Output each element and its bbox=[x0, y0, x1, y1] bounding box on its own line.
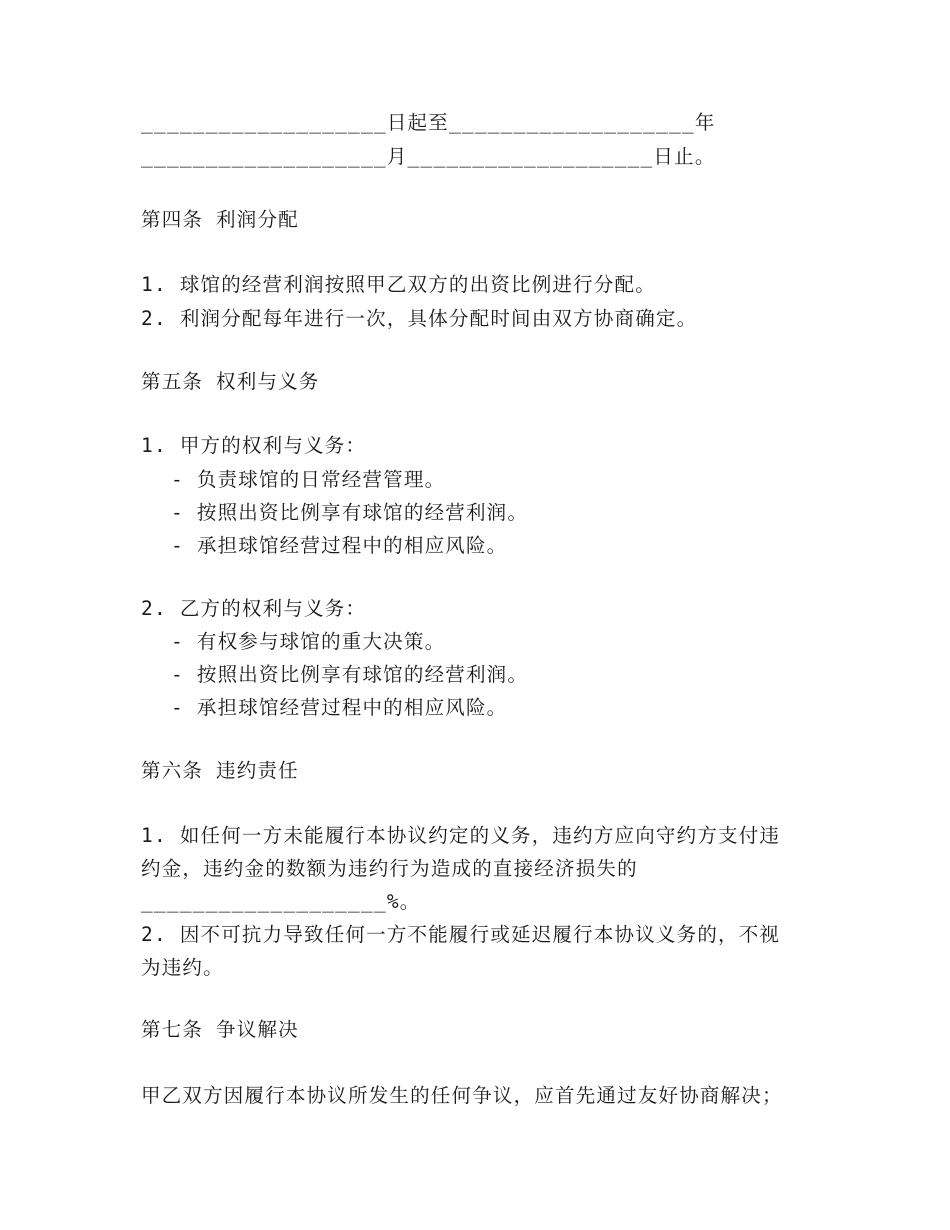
article-7-line-1: 甲乙双方因履行本协议所发生的任何争议，应首先通过友好协商解决； bbox=[141, 1084, 783, 1107]
party-b-title: 2. 乙方的权利与义务： bbox=[141, 597, 367, 620]
party-a-point-3: - 承担球馆经营过程中的相应风险。 bbox=[171, 534, 508, 557]
article-6-line-2: 约金，违约金的数额为违约行为造成的直接经济损失的 bbox=[141, 857, 638, 880]
party-a-title: 1. 甲方的权利与义务： bbox=[141, 434, 367, 457]
article-6-line-3: ___________________%。 bbox=[141, 890, 421, 913]
article-4-item-1: 1. 球馆的经营利润按照甲乙双方的出资比例进行分配。 bbox=[141, 273, 656, 296]
party-b-point-3: - 承担球馆经营过程中的相应风险。 bbox=[171, 696, 508, 719]
party-a-point-2: - 按照出资比例享有球馆的经营利润。 bbox=[171, 501, 529, 524]
term-line-1: ___________________日起至___________________年 bbox=[141, 111, 716, 134]
party-b-point-2: - 按照出资比例享有球馆的经营利润。 bbox=[171, 663, 529, 686]
article-7-heading: 第七条 争议解决 bbox=[141, 1018, 299, 1041]
article-6-line-5: 为违约。 bbox=[141, 956, 224, 979]
article-6-line-1: 1. 如任何一方未能履行本协议约定的义务，违约方应向守约方支付违 bbox=[141, 824, 781, 847]
party-b-point-1: - 有权参与球馆的重大决策。 bbox=[171, 630, 446, 653]
party-a-point-1: - 负责球馆的日常经营管理。 bbox=[171, 468, 446, 491]
article-6-line-4: 2. 因不可抗力导致任何一方不能履行或延迟履行本协议义务的，不视 bbox=[141, 923, 781, 946]
term-line-2: ___________________月___________________日止。 bbox=[141, 145, 716, 168]
article-4-item-2: 2. 利润分配每年进行一次，具体分配时间由双方协商确定。 bbox=[141, 307, 698, 330]
article-4-heading: 第四条 利润分配 bbox=[141, 208, 299, 231]
article-6-heading: 第六条 违约责任 bbox=[141, 759, 299, 782]
article-5-heading: 第五条 权利与义务 bbox=[141, 370, 320, 393]
